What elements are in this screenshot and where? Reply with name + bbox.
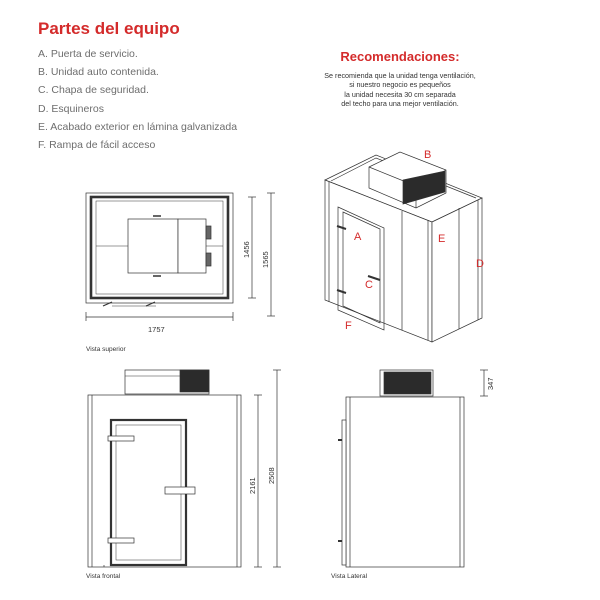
side-door-edge bbox=[342, 420, 346, 565]
callout-b: B bbox=[424, 149, 432, 161]
front-unit-grille bbox=[180, 370, 209, 392]
isometric-view bbox=[325, 152, 482, 342]
dim-top-width: 1757 bbox=[148, 325, 165, 334]
recommendation-line: Se recomienda que la unidad tenga ventilación, bbox=[324, 71, 476, 80]
label-top-view: Vista superior bbox=[86, 346, 126, 353]
top-unit-box bbox=[128, 219, 178, 273]
label-front-view: Vista frontal bbox=[86, 573, 121, 580]
dim-top-inner: 1456 bbox=[242, 241, 251, 258]
recommendation-line: la unidad necesita 30 cm separada bbox=[344, 89, 456, 99]
part-item-e: E. Acabado exterior en lámina galvanizada bbox=[38, 120, 238, 133]
dim-top-outer: 1565 bbox=[261, 251, 270, 268]
top-door-swing bbox=[103, 302, 112, 306]
top-door-swing bbox=[146, 302, 155, 306]
top-unit-fan bbox=[178, 219, 206, 273]
top-unit-bracket bbox=[206, 226, 211, 239]
side-unit-grille bbox=[384, 372, 431, 394]
side-view bbox=[338, 370, 488, 567]
recommendation-line: si nuestro negocio es pequeños bbox=[349, 80, 451, 90]
front-view bbox=[88, 370, 281, 567]
top-unit-bracket bbox=[206, 253, 211, 266]
part-item-f: F. Rampa de fácil acceso bbox=[38, 138, 156, 151]
side-body bbox=[346, 397, 464, 567]
iso-side-face bbox=[432, 198, 482, 342]
callout-d: D bbox=[476, 258, 484, 270]
front-door-handle bbox=[165, 487, 195, 494]
part-item-d: D. Esquineros bbox=[38, 102, 104, 115]
front-door-hinge bbox=[108, 436, 134, 441]
dim-side-unit: 347 bbox=[486, 377, 495, 390]
front-door-hinge bbox=[108, 538, 134, 543]
callout-f: F bbox=[345, 320, 352, 332]
callout-c: C bbox=[365, 279, 373, 291]
page-title: Partes del equipo bbox=[38, 19, 180, 38]
recommendations-title: Recomendaciones: bbox=[340, 49, 460, 64]
dim-front-total: 2508 bbox=[267, 467, 276, 484]
dim-front-door: 2161 bbox=[248, 477, 257, 494]
label-side-view: Vista Lateral bbox=[331, 573, 368, 580]
part-item-c: C. Chapa de seguridad. bbox=[38, 84, 149, 97]
recommendation-line: del techo para una mejor ventilación. bbox=[341, 98, 459, 108]
callout-a: A bbox=[354, 231, 362, 243]
part-item-b: B. Unidad auto contenida. bbox=[38, 66, 159, 79]
callout-e: E bbox=[438, 233, 446, 245]
part-item-a: A. Puerta de servicio. bbox=[38, 48, 138, 60]
